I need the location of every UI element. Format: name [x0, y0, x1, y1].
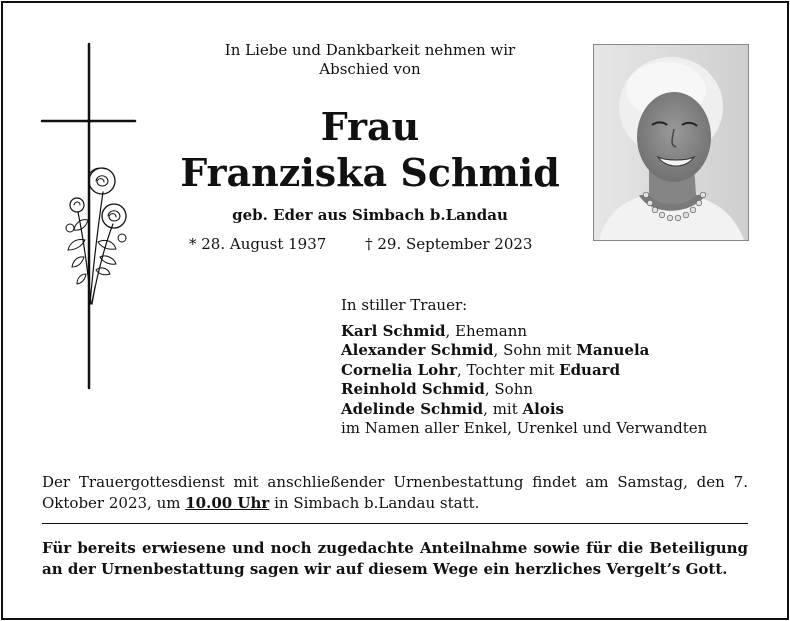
mourner-name: Cornelia Lohr: [341, 360, 457, 379]
mourner-partner: Manuela: [576, 341, 650, 359]
birth-name: geb. Eder aus Simbach b.Landau: [232, 206, 508, 224]
death-date: † 29. September 2023: [365, 235, 533, 253]
mourner-row: [341, 400, 707, 420]
intro-text: [170, 41, 570, 79]
mourner-relation: , Ehemann: [445, 321, 528, 340]
mourner-relation: , mit: [483, 399, 523, 418]
mourner-name: Adelinde Schmid: [341, 399, 484, 418]
service-text-2: in Simbach b.Landau statt.: [269, 494, 480, 512]
mourner-relation: , Sohn: [484, 380, 534, 398]
mourner-partner: Alois: [522, 399, 564, 418]
service-time: 10.00 Uhr: [185, 494, 270, 512]
portrait-photo: [593, 44, 749, 241]
mourner-name: Karl Schmid: [341, 321, 446, 340]
salutation: Frau: [320, 104, 420, 149]
mourner-row: [341, 380, 707, 400]
mourners-closing: im Namen aller Enkel, Urenkel und Verwandten: [341, 419, 708, 437]
cross-with-roses-icon: [40, 42, 140, 392]
mourners-list: [341, 296, 707, 439]
deceased-name: Franziska Schmid: [180, 150, 560, 195]
mourner-relation: , Tochter mit: [457, 360, 560, 379]
birth-date: * 28. August 1937: [189, 235, 327, 253]
service-text-1: Der Trauergottesdienst mit anschließender Urnenbestattung findet am Samstag, den 7. Oktober 2023, um: [42, 473, 748, 512]
mourner-relation: , Sohn mit: [493, 341, 577, 359]
mourner-name: Reinhold Schmid: [341, 380, 485, 398]
mourner-name: Alexander Schmid: [341, 341, 494, 359]
service-announcement: [42, 472, 748, 514]
divider: [42, 523, 748, 524]
mourner-row: [341, 322, 707, 342]
intro-line-2: Abschied von: [319, 60, 421, 78]
portrait-image: [594, 45, 748, 240]
intro-line-1: In Liebe und Dankbarkeit nehmen wir: [224, 41, 516, 59]
mourners-heading: In stiller Trauer:: [341, 296, 468, 314]
mourner-partner: Eduard: [559, 360, 621, 379]
thanks-text: Für bereits erwiesene und noch zugedachte Anteilnahme sowie für die Beteiligung an der Urnenbestattung sagen wir auf diesem Wege ein herzliches Vergelt’s Gott.: [42, 539, 748, 578]
life-dates: [185, 234, 565, 254]
mourner-row: [341, 361, 707, 381]
mourner-row: [341, 341, 707, 361]
